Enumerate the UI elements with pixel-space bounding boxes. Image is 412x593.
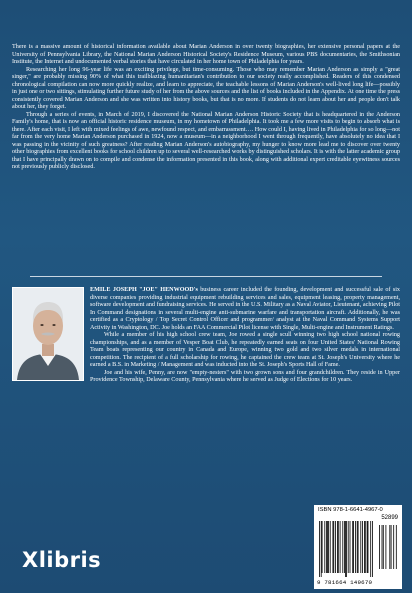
bio-paragraph: EMILE JOSEPH "JOE" HENWOOD's business career included the founding, development and successful sale of six diverse companies providing industrial equipment rebuilding services and sales, equipment leasing, property management, software development and fundraising services. He served in the U.S. Military as a Naval Aviator, Lieutenant, achieving Pilot In Command designations in several multi-engine anti-submarine warfare and transportation aircraft. Additionally, he was certified as a Cryptology / Top Secret Control Officer and programmer/ analyst at the Naval Command Systems Support Activity in Washington, DC. Joe holds an FAA Commercial Pilot license with Single, Multi-engine and Instrument Ratings. — [90, 287, 400, 331]
synopsis-paragraph: There is a massive amount of historical information available about Marian Anderson in over twenty biographies, her extensive personal papers at the University of Pennsylvania Library, the National Marian Anderson Historical Society's Residence Museum, various PBS documentaries, the Smithsonian Institute, the Internet and undocumented verbal stories that have circulated in her home town of Philadelphia for years. — [12, 44, 400, 65]
synopsis-paragraph: Researching her long 96-year life was an exciting privilege, but time-consuming. Those who may remember Marian Anderson as simply a "great singer," are probably missing 90% of what this trailblazing humanitarian's contribution to our society really accomplished. Readers of this condensed chronological compilation can now more quickly realize, and learn to appreciate, the teachable lessons of Marian Anderson's well-lived long life—possibly in just one or two sittings, stimulating further future study of her from the above sources and the list of books included in the Appendix. At one time the press consistently covered Marian Anderson and she was written into history books, but that is no more. If students do not learn about her and people don't talk about her, they forget. — [12, 66, 400, 110]
publisher-logo: Xlibris — [22, 548, 102, 572]
isbn-label: ISBN 978-1-6641-4967-0 — [318, 507, 383, 513]
author-photo — [12, 287, 84, 381]
synopsis-text — [12, 44, 400, 172]
bio-paragraph: While a member of his high school crew team, Joe rowed a single scull winning two high school national rowing championships, and as a member of Vesper Boat Club, he repeatedly earned seats on four United States' National Rowing Team boats representing our country in Canada and Europe, winning two gold and two silver medals in international competition. The recipient of a full scholarship for rowing, he captained the crew team at St. Joseph's University where he earned a B.S. in Marketing / Management and was inducted into the St. Joseph's Sports Hall of Fame. — [90, 332, 400, 368]
isbn-barcode — [314, 505, 402, 589]
synopsis-paragraph: Through a series of events, in March of 2019, I discovered the National Marian Anderson Historic Society that is headquartered in the Anderson Family's home, that is now an official historic residence museum, in my hometown of Philadelphia. It took me a few more visits to begin to absorb what is there. After each visit, I left with mixed feelings of awe, newfound respect, and embarrassment…. How could I, having lived in Philadelphia for so long—not far from the very home Marian Anderson purchased in 1924, now a museum—in a neighborhood I went through frequently, have absolutely no idea that I was passing in the vicinity of such greatness? After reading Marian Anderson's autobiography, my hunger to know more lead me to discover over twenty other biographies from excellent books for school children up to several well-researched works by distinguished scholars. It is with the latter academic group that I have principally drawn on to compile and condense the information presented in this book, along with additional expert creditable eyewitness sources not previously publicly disclosed. — [12, 111, 400, 170]
barcode-digits: 9 781664 149670 — [317, 579, 373, 586]
author-name: EMILE JOSEPH "JOE" HENWOOD's — [90, 287, 198, 293]
author-portrait-icon — [13, 288, 83, 380]
barcode-icon — [317, 515, 399, 577]
bio-paragraph: Joe and his wife, Penny, are now "empty-nesters" with two grown sons and four grandchildren. They reside in Upper Providence Township, Delaware County, Pennsylvania where he served as Judge of Elections for 10 years. — [90, 369, 400, 383]
price-code: 52899 — [381, 515, 398, 521]
section-divider — [30, 276, 382, 277]
